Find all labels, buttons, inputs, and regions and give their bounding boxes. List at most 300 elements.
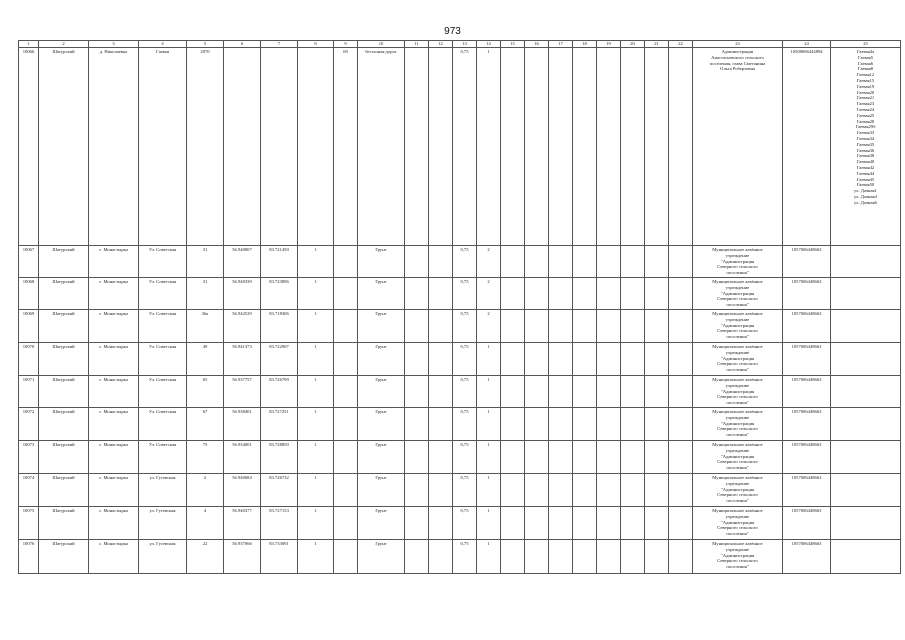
table-cell: [597, 506, 621, 539]
table-cell: 1057006448663: [783, 342, 831, 375]
table-cell: [669, 277, 693, 309]
table-cell: [645, 407, 669, 440]
table-cell: [549, 309, 573, 342]
table-cell: 1: [477, 473, 501, 506]
table-cell: Грунт: [358, 473, 405, 506]
table-cell: 1: [298, 506, 334, 539]
table-cell: Грунт: [358, 407, 405, 440]
table-cell: 1057006448663: [783, 440, 831, 473]
table-cell: [669, 309, 693, 342]
table-row: [19, 309, 901, 342]
table-cell: [525, 539, 549, 573]
table-cell: Муниципальное казённое учреждение "Администрация Северного сельского поселения": [693, 309, 783, 342]
table-cell: 1057006448663: [783, 407, 831, 440]
table-cell: [549, 539, 573, 573]
table-cell: 31: [187, 246, 224, 278]
table-cell: 4: [187, 506, 224, 539]
column-number-header: 11: [405, 41, 429, 48]
table-cell: 56.937757: [224, 375, 261, 407]
table-row: [19, 246, 901, 278]
table-cell: Грунт: [358, 342, 405, 375]
table-cell: [501, 277, 525, 309]
table-cell: [597, 407, 621, 440]
table-cell: 36а: [187, 309, 224, 342]
table-cell: [621, 440, 645, 473]
table-cell: Шатурский: [39, 375, 89, 407]
table-cell: [334, 440, 358, 473]
table-cell: Ул. Советская: [139, 277, 187, 309]
table-cell: [501, 48, 525, 246]
table-cell: [405, 246, 429, 278]
table-cell: ул. Гусевская: [139, 473, 187, 506]
table-cell: Муниципальное казённое учреждение "Администрация Северного сельского поселения": [693, 539, 783, 573]
column-number-header: 3: [89, 41, 139, 48]
table-cell: [405, 342, 429, 375]
table-cell: [831, 440, 901, 473]
table-cell: 10076: [19, 539, 39, 573]
table-cell: Муниципальное казённое учреждение "Администрация Северного сельского поселения": [693, 407, 783, 440]
table-cell: Муниципальное казённое учреждение "Администрация Северного сельского поселения": [693, 473, 783, 506]
table-cell: [621, 246, 645, 278]
table-row: [19, 277, 901, 309]
table-cell: [525, 48, 549, 246]
table-cell: с. Монастырка: [89, 407, 139, 440]
column-number-header: 19: [597, 41, 621, 48]
table-cell: 10071: [19, 375, 39, 407]
table-cell: 1: [298, 342, 334, 375]
table-cell: 0,75: [453, 407, 477, 440]
table-cell: [645, 539, 669, 573]
table-cell: 83.728850: [261, 440, 298, 473]
table-cell: [334, 342, 358, 375]
table-cell: [549, 506, 573, 539]
table-cell: [405, 539, 429, 573]
table-cell: 83.727251: [261, 407, 298, 440]
table-cell: с. Монастырка: [89, 473, 139, 506]
table-row: [19, 407, 901, 440]
table-cell: Грунт: [358, 375, 405, 407]
table-cell: 10066: [19, 48, 39, 246]
table-cell: 1057006448663: [783, 375, 831, 407]
table-cell: 1057006448663: [783, 539, 831, 573]
table-cell: 56.940339: [224, 277, 261, 309]
table-row: [19, 48, 901, 246]
table-cell: [429, 48, 453, 246]
table-cell: 0,75: [453, 246, 477, 278]
table-cell: Муниципальное казённое учреждение "Администрация Северного сельского поселения": [693, 440, 783, 473]
table-cell: [573, 375, 597, 407]
column-number-header: 12: [429, 41, 453, 48]
column-number-header: 25: [831, 41, 901, 48]
table-cell: [429, 506, 453, 539]
table-cell: 10068: [19, 277, 39, 309]
table-cell: [621, 309, 645, 342]
table-cell: 83.733091: [261, 539, 298, 573]
table-cell: [597, 277, 621, 309]
table-cell: [334, 506, 358, 539]
column-number-header: 16: [525, 41, 549, 48]
table-cell: [525, 506, 549, 539]
table-cell: 56.938401: [224, 407, 261, 440]
table-cell: Муниципальное казённое учреждение "Администрация Северного сельского поселения": [693, 342, 783, 375]
table-cell: [405, 407, 429, 440]
table-cell: 10067: [19, 246, 39, 278]
table-cell: [429, 473, 453, 506]
table-cell: 0,75: [453, 539, 477, 573]
table-cell: 2: [477, 277, 501, 309]
table-cell: с. Монастырка: [89, 506, 139, 539]
table-cell: 56.940377: [224, 506, 261, 539]
table-row: [19, 539, 901, 573]
table-cell: [429, 407, 453, 440]
table-cell: 56.937066: [224, 539, 261, 573]
table-cell: [334, 539, 358, 573]
table-cell: 0,75: [453, 375, 477, 407]
table-cell: 1: [477, 342, 501, 375]
table-cell: [429, 246, 453, 278]
column-number-header: 10: [358, 41, 405, 48]
table-cell: 10073: [19, 440, 39, 473]
table-cell: 10070: [19, 342, 39, 375]
table-cell: Грунт: [358, 246, 405, 278]
table-cell: 10072: [19, 407, 39, 440]
table-cell: Гаевая4а Гаевая5 Гаевая6 Гаевая8 Гаевая12 Гаевая15 Гаевая19 Гаевая20 Гаевая21 Гаевая23 Гаевая24 Гаевая25 Гаевая28 Гаевая29б Гаевая33 Гаевая34 Гаевая35 Гаевая36 Гаевая38 Гаевая40 Гаевая42 Гаевая44 Гаевая45 Гаевая50 ул. Дачная1 ул. Дачная4 ул. Дачная6: [831, 48, 901, 246]
table-cell: [831, 506, 901, 539]
table-cell: [429, 277, 453, 309]
table-cell: Шатурский: [39, 342, 89, 375]
table-cell: [597, 440, 621, 473]
column-number-header: 2: [39, 41, 89, 48]
table-cell: [224, 48, 261, 246]
table-cell: [621, 342, 645, 375]
table-cell: Шатурский: [39, 440, 89, 473]
table-cell: [525, 407, 549, 440]
table-cell: [525, 277, 549, 309]
table-cell: 31: [187, 277, 224, 309]
table-cell: 83.723896: [261, 277, 298, 309]
table-cell: 1: [477, 48, 501, 246]
column-number-header: 14: [477, 41, 501, 48]
table-cell: [621, 539, 645, 573]
table-cell: [334, 246, 358, 278]
table-cell: [669, 407, 693, 440]
table-cell: 56.934001: [224, 440, 261, 473]
table-cell: Ул. Советская: [139, 375, 187, 407]
table-cell: [621, 407, 645, 440]
table-cell: [831, 342, 901, 375]
table-cell: [501, 407, 525, 440]
table-cell: 83.721450: [261, 246, 298, 278]
table-cell: Шатурский: [39, 473, 89, 506]
table-cell: с. Монастырка: [89, 375, 139, 407]
table-cell: 1: [298, 375, 334, 407]
table-cell: Ул. Советская: [139, 342, 187, 375]
column-number-header: 20: [621, 41, 645, 48]
table-cell: 1057006448663: [783, 506, 831, 539]
table-cell: 1: [477, 407, 501, 440]
table-cell: с. Монастырка: [89, 342, 139, 375]
column-number-header: 17: [549, 41, 573, 48]
table-cell: [669, 506, 693, 539]
table-cell: [429, 309, 453, 342]
table-cell: 1057006448663: [783, 277, 831, 309]
table-cell: Муниципальное казённое учреждение "Администрация Северного сельского поселения": [693, 277, 783, 309]
table-cell: [573, 342, 597, 375]
table-cell: 1: [477, 506, 501, 539]
table-cell: Муниципальное казённое учреждение "Администрация Северного сельского поселения": [693, 246, 783, 278]
table-cell: [298, 48, 334, 246]
table-cell: 0,75: [453, 473, 477, 506]
table-cell: [405, 309, 429, 342]
table-cell: с. Монастырка: [89, 440, 139, 473]
table-cell: [429, 440, 453, 473]
table-cell: с. Монастырка: [89, 246, 139, 278]
table-row: [19, 375, 901, 407]
table-cell: 83.726732: [261, 473, 298, 506]
table-cell: [405, 473, 429, 506]
table-cell: 83.722907: [261, 342, 298, 375]
table-cell: 2: [477, 246, 501, 278]
table-cell: Грунт: [358, 506, 405, 539]
table-cell: 69: [334, 48, 358, 246]
column-number-header: 5: [187, 41, 224, 48]
table-cell: 75: [187, 440, 224, 473]
table-cell: [549, 375, 573, 407]
table-cell: [549, 473, 573, 506]
table-cell: [573, 506, 597, 539]
table-cell: [669, 539, 693, 573]
table-cell: Ул. Советская: [139, 440, 187, 473]
table-cell: [831, 407, 901, 440]
table-cell: [645, 48, 669, 246]
column-number-header: 18: [573, 41, 597, 48]
table-cell: 1: [298, 539, 334, 573]
table-cell: 2: [187, 473, 224, 506]
table-cell: [525, 342, 549, 375]
table-cell: бесхозная дорог: [358, 48, 405, 246]
table-cell: 65: [187, 375, 224, 407]
table-cell: Муниципальное казённое учреждение "Администрация Северного сельского поселения": [693, 375, 783, 407]
table-cell: [405, 440, 429, 473]
column-number-header: 22: [669, 41, 693, 48]
table-row: [19, 473, 901, 506]
table-cell: [831, 375, 901, 407]
table-cell: Гаевая: [139, 48, 187, 246]
table-cell: [405, 277, 429, 309]
column-number-header: 1: [19, 41, 39, 48]
table-cell: Муниципальное казённое учреждение "Администрация Северного сельского поселения": [693, 506, 783, 539]
table-row: [19, 506, 901, 539]
table-cell: 1: [477, 375, 501, 407]
table-cell: 10069: [19, 309, 39, 342]
table-cell: [645, 342, 669, 375]
table-cell: [429, 342, 453, 375]
table-cell: [573, 48, 597, 246]
table-cell: 83.726709: [261, 375, 298, 407]
table-cell: [334, 473, 358, 506]
table-cell: 1: [477, 440, 501, 473]
table-cell: [525, 440, 549, 473]
table-cell: 10075: [19, 506, 39, 539]
table-cell: 2070: [187, 48, 224, 246]
page-number: 973: [444, 26, 461, 37]
table-cell: [597, 246, 621, 278]
table-cell: 1057006448663: [783, 473, 831, 506]
table-cell: 1057006448663: [783, 309, 831, 342]
table-cell: [573, 309, 597, 342]
table-cell: 1: [477, 539, 501, 573]
table-cell: [549, 277, 573, 309]
table-cell: [645, 246, 669, 278]
table-cell: Ул. Советская: [139, 309, 187, 342]
column-number-header: 23: [693, 41, 783, 48]
table-cell: [597, 48, 621, 246]
table-cell: [549, 407, 573, 440]
table-cell: Шатурский: [39, 407, 89, 440]
table-cell: [669, 246, 693, 278]
table-cell: [501, 539, 525, 573]
column-number-header: 6: [224, 41, 261, 48]
table-cell: 1: [298, 309, 334, 342]
table-cell: [405, 375, 429, 407]
table-cell: [669, 440, 693, 473]
table-cell: [621, 506, 645, 539]
table-cell: Грунт: [358, 440, 405, 473]
table-cell: Ул. Советская: [139, 407, 187, 440]
table-row: [19, 440, 901, 473]
table-cell: 83.727153: [261, 506, 298, 539]
table-cell: 2: [477, 309, 501, 342]
table-cell: Шатурский: [39, 539, 89, 573]
table-cell: Администрации Анастасьевского сельского поселения, глава Сметанина Ольга Робертовна: [693, 48, 783, 246]
table-cell: Ул. Советская: [139, 246, 187, 278]
table-row: [19, 342, 901, 375]
table-cell: [334, 407, 358, 440]
table-cell: Шатурский: [39, 48, 89, 246]
table-cell: [573, 539, 597, 573]
table-cell: [525, 375, 549, 407]
column-number-header: 4: [139, 41, 187, 48]
table-cell: 0,75: [453, 506, 477, 539]
table-cell: [405, 506, 429, 539]
table-cell: 1: [298, 277, 334, 309]
table-cell: [501, 375, 525, 407]
table-cell: [831, 277, 901, 309]
table-cell: [525, 309, 549, 342]
table-cell: с. Монастырка: [89, 277, 139, 309]
table-cell: [501, 246, 525, 278]
table-cell: [405, 48, 429, 246]
table-cell: ул. Гусевская: [139, 506, 187, 539]
column-number-header: 13: [453, 41, 477, 48]
table-cell: 56.940684: [224, 473, 261, 506]
table-cell: [525, 246, 549, 278]
table-cell: [621, 277, 645, 309]
table-cell: [573, 246, 597, 278]
table-cell: [429, 375, 453, 407]
table-cell: [501, 506, 525, 539]
column-number-header: 24: [783, 41, 831, 48]
table-cell: 67: [187, 407, 224, 440]
table-cell: д. Николаевка: [89, 48, 139, 246]
table-cell: Шатурский: [39, 277, 89, 309]
table-cell: Шатурский: [39, 309, 89, 342]
table-cell: [334, 277, 358, 309]
table-cell: Шатурский: [39, 506, 89, 539]
column-number-header: 9: [334, 41, 358, 48]
table-cell: [645, 440, 669, 473]
table-cell: [621, 48, 645, 246]
table-cell: [669, 473, 693, 506]
table-cell: 0,75: [453, 48, 477, 246]
table-cell: [621, 473, 645, 506]
table-cell: [429, 539, 453, 573]
table-cell: [645, 506, 669, 539]
table-cell: 1: [298, 246, 334, 278]
table-cell: [831, 473, 901, 506]
header-row: [19, 41, 901, 48]
table-cell: [669, 342, 693, 375]
table-cell: [597, 309, 621, 342]
table-cell: 1057006448663: [783, 246, 831, 278]
table-cell: [261, 48, 298, 246]
table-cell: ул. Гусевская: [139, 539, 187, 573]
table-cell: [831, 246, 901, 278]
table-cell: [549, 246, 573, 278]
table-cell: [831, 309, 901, 342]
table-cell: [831, 539, 901, 573]
table-cell: 56.940807: [224, 246, 261, 278]
table-cell: [334, 309, 358, 342]
table-cell: [525, 473, 549, 506]
table-cell: [501, 473, 525, 506]
table-cell: [549, 48, 573, 246]
registry-table: [18, 40, 901, 574]
table-cell: [669, 48, 693, 246]
table-cell: 10508066444894: [783, 48, 831, 246]
table-cell: [573, 277, 597, 309]
table-cell: [334, 375, 358, 407]
table-cell: 56.941373: [224, 342, 261, 375]
table-cell: [597, 473, 621, 506]
table-cell: [645, 277, 669, 309]
table-cell: 1: [298, 473, 334, 506]
table-cell: с. Монастырка: [89, 309, 139, 342]
table-cell: [573, 473, 597, 506]
table-cell: Шатурский: [39, 246, 89, 278]
table-cell: [669, 375, 693, 407]
table-cell: Грунт: [358, 277, 405, 309]
table-cell: 10074: [19, 473, 39, 506]
table-cell: [549, 342, 573, 375]
column-number-header: 7: [261, 41, 298, 48]
table-cell: 83.718306: [261, 309, 298, 342]
table-cell: 56.942529: [224, 309, 261, 342]
table-cell: Грунт: [358, 309, 405, 342]
table-cell: Грунт: [358, 539, 405, 573]
table-cell: 1: [298, 440, 334, 473]
table-cell: 0,75: [453, 309, 477, 342]
table-cell: [621, 375, 645, 407]
table-cell: [501, 440, 525, 473]
table-cell: [597, 539, 621, 573]
table-cell: 0,75: [453, 277, 477, 309]
table-cell: 0,75: [453, 440, 477, 473]
table-cell: [597, 342, 621, 375]
table-cell: 22: [187, 539, 224, 573]
table-cell: 1: [298, 407, 334, 440]
table-cell: [645, 309, 669, 342]
